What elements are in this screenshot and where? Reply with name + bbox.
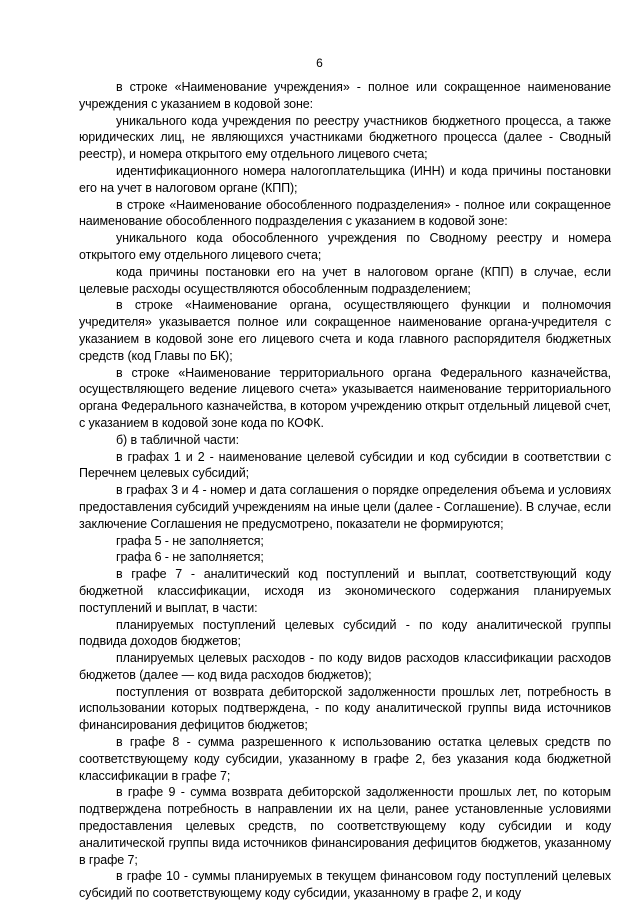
- paragraph: в строке «Наименование территориального органа Федерального казначейства, осуществляющего ведение лицевого счета» указывается наименование территориального органа Федерального казначейства, в котором учреждению открыт отдельный лицевой счет, с указанием в кодовой зоне кода по КОФК.: [79, 365, 611, 430]
- paragraph: идентификационного номера налогоплательщика (ИНН) и кода причины постановки его на учет в налоговом органе (КПП);: [79, 163, 611, 195]
- paragraph: кода причины постановки его на учет в налоговом органе (КПП) в случае, если целевые расходы осуществляются обособленным подразделением;: [79, 264, 611, 296]
- paragraph: планируемых поступлений целевых субсидий - по коду аналитической группы подвида доходов бюджетов;: [79, 617, 611, 649]
- paragraph: в графе 7 - аналитический код поступлений и выплат, соответствующий коду бюджетной классификации, исходя из экономического содержания планируемых поступлений и выплат, в части:: [79, 567, 611, 615]
- paragraph: планируемых целевых расходов - по коду видов расходов классификации расходов бюджетов (далее — код вида расходов бюджетов);: [79, 651, 611, 682]
- paragraph: в графах 3 и 4 - номер и дата соглашения о порядке определения объема и условиях предоставления субсидий учреждениям на иные цели (далее - Соглашение). В случае, если заключение Соглашения не предусмотрено, показатели не формируются;: [79, 483, 611, 531]
- page-body: [79, 79, 611, 902]
- paragraph: поступления от возврата дебиторской задолженности прошлых лет, потребность в использовании которых подтверждена, - по коду аналитической группы вида источников финансирования дефицитов бюджетов;: [79, 684, 611, 733]
- paragraph: графа 6 - не заполняется;: [116, 550, 264, 565]
- paragraph: в строке «Наименование учреждения» - полное или сокращенное наименование учреждения с указанием в кодовой зоне:: [79, 80, 611, 111]
- paragraph: в графах 1 и 2 - наименование целевой субсидии и код субсидии в соответствии с Перечнем целевых субсидий;: [79, 449, 611, 481]
- page-number: 6: [316, 56, 323, 70]
- paragraph: в графе 10 - суммы планируемых в текущем финансовом году поступлений целевых субсидий по соответствующему коду субсидии, указанному в графе 2, и коду: [79, 869, 611, 901]
- paragraph: в графе 9 - сумма возврата дебиторской задолженности прошлых лет, по которым подтверждена потребность в направлении их на цели, ранее установленные условиями предоставления целевых средств, по соответствующему коду субсидии и коду аналитической группы вида источников финансирования дефицитов бюджетов, указанному в графе 7;: [79, 785, 611, 867]
- paragraph: б) в табличной части:: [116, 432, 239, 447]
- paragraph: уникального кода учреждения по реестру участников бюджетного процесса, а также юридических лиц, не являющихся участниками бюджетного процесса (далее - Сводный реестр), и номера открытого ему отдельного лицевого счета;: [79, 113, 611, 162]
- paragraph: в строке «Наименование органа, осуществляющего функции и полномочия учредителя» указывается полное или сокращенное наименование органа-учредителя с указанием в кодовой зоне его лицевого счета и кода главного распорядителя бюджетных средств (код Главы по БК);: [79, 298, 611, 363]
- paragraph: в строке «Наименование обособленного подразделения» - полное или сокращенное наименование обособленного подразделения с указанием в кодовой зоне:: [79, 197, 611, 229]
- paragraph: графа 5 - не заполняется;: [116, 533, 264, 548]
- paragraph: уникального кода обособленного учреждения по Сводному реестру и номера открытого ему отдельного лицевого счета;: [79, 231, 611, 262]
- paragraph: в графе 8 - сумма разрешенного к использованию остатка целевых средств по соответствующему коду субсидии, указанному в графе 2, без указания кода бюджетной классификации в графе 7;: [79, 735, 611, 783]
